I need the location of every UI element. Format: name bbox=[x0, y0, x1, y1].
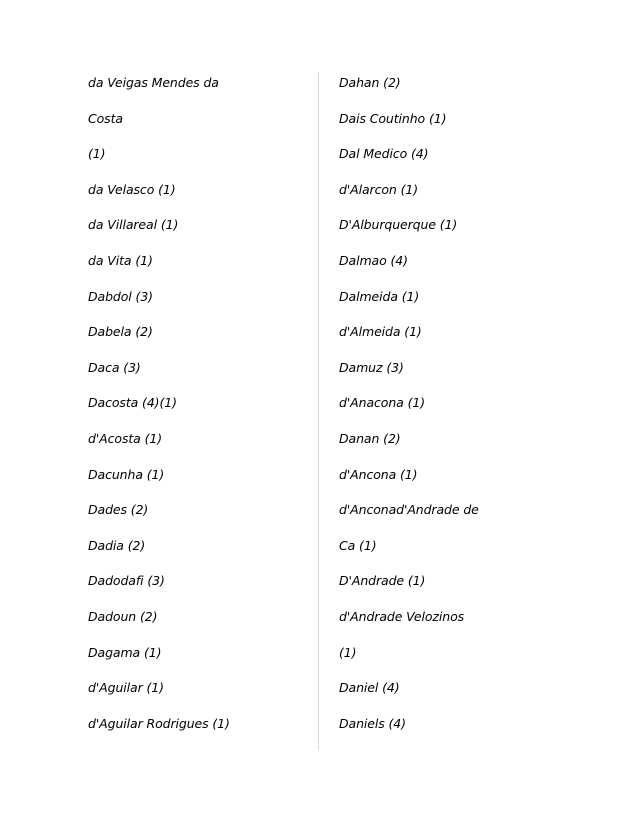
list-item: Dadodafi (3) bbox=[88, 573, 165, 589]
list-item: d'Acosta (1) bbox=[88, 430, 162, 446]
list-item: d'Anconad'Andrade de bbox=[339, 502, 479, 518]
list-item: Dabdol (3) bbox=[88, 288, 153, 304]
column-divider bbox=[318, 72, 319, 750]
list-item: (1) bbox=[88, 146, 106, 162]
list-item: Dalmeida (1) bbox=[339, 288, 420, 304]
list-item: Dades (2) bbox=[88, 502, 149, 518]
list-item: Damuz (3) bbox=[339, 359, 404, 375]
list-item: Costa bbox=[88, 110, 123, 126]
list-item: Dabela (2) bbox=[88, 324, 153, 340]
list-item: d'Ancona (1) bbox=[339, 466, 418, 482]
list-item: D'Alburquerque (1) bbox=[339, 217, 458, 233]
list-item: Dadoun (2) bbox=[88, 608, 158, 624]
list-item: da Veigas Mendes da bbox=[88, 75, 219, 90]
list-item: d'Andrade Velozinos bbox=[339, 608, 465, 624]
list-item: Dacunha (1) bbox=[88, 466, 165, 482]
list-item: Danan (2) bbox=[339, 430, 401, 446]
list-item: Dalmao (4) bbox=[339, 252, 408, 268]
list-item: Dal Medico (4) bbox=[339, 146, 429, 162]
list-item: (1) bbox=[339, 644, 357, 660]
right-column bbox=[339, 73, 579, 749]
list-item: Dadia (2) bbox=[88, 537, 146, 553]
list-item: d'Alarcon (1) bbox=[339, 181, 419, 197]
list-item: D'Andrade (1) bbox=[339, 573, 426, 589]
list-item: d'Anacona (1) bbox=[339, 395, 425, 411]
list-item: Daniel (4) bbox=[339, 680, 400, 696]
list-item: d'Aguilar (1) bbox=[88, 680, 164, 696]
list-item: d'Almeida (1) bbox=[339, 324, 422, 340]
left-column bbox=[88, 73, 308, 749]
list-item: da Vita (1) bbox=[88, 252, 153, 268]
list-item: d'Aguilar Rodrigues (1) bbox=[88, 715, 230, 731]
list-item: Dagama (1) bbox=[88, 644, 162, 660]
list-item: da Velasco (1) bbox=[88, 181, 176, 197]
list-item: Dais Coutinho (1) bbox=[339, 110, 447, 126]
list-item: da Villareal (1) bbox=[88, 217, 179, 233]
list-item: Ca (1) bbox=[339, 537, 377, 553]
list-item: Dacosta (4)(1) bbox=[88, 395, 177, 411]
list-item: Dahan (2) bbox=[339, 75, 401, 90]
list-item: Daniels (4) bbox=[339, 715, 406, 731]
list-item: Daca (3) bbox=[88, 359, 141, 375]
